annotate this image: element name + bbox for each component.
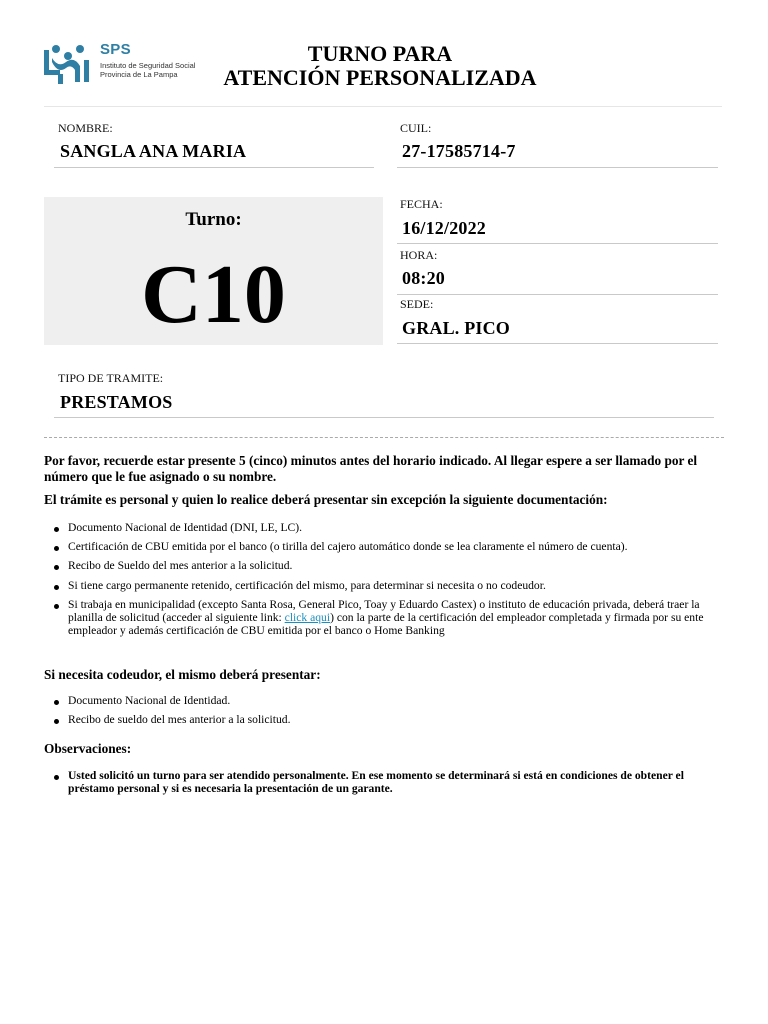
dashed-divider xyxy=(44,437,724,438)
logo-subtitle-2: Provincia de La Pampa xyxy=(100,70,178,79)
sede-value: GRAL. PICO xyxy=(402,318,511,338)
logo-subtitle-1: Instituto de Seguridad Social xyxy=(100,61,196,70)
tramite-underline xyxy=(54,417,714,418)
sps-emblem-icon xyxy=(44,40,96,88)
fecha-value: 16/12/2022 xyxy=(402,218,487,238)
list-item: Certificación de CBU emitida por el banco (o tirilla del cajero automático donde se lea claramente el número de cuenta). xyxy=(44,540,734,553)
list-item: Si trabaja en municipalidad (excepto Santa Rosa, General Pico, Toay y Eduardo Castex) o instituto de educación privada, deberá traer la planilla de solicitud (acceder al siguiente link: click aqui) con la parte de la certificación del empleador completada y firmada por su ente empleador y además certificación de CBU emitida por el banco o Home Banking xyxy=(44,598,728,638)
list-item: Si tiene cargo permanente retenido, certificación del mismo, para determinar si necesita o no codeudor. xyxy=(44,579,734,592)
bullet-icon xyxy=(54,585,59,590)
sede-label: SEDE: xyxy=(400,297,434,311)
intro-text: Por favor, recuerde estar presente 5 (cinco) minutos antes del horario indicado. Al llegar espere a ser llamado por el número que le fue asignado o su nombre. xyxy=(44,453,698,484)
fecha-label: FECHA: xyxy=(400,197,443,211)
planilla-link[interactable]: click aqui xyxy=(284,611,331,625)
list-item: Documento Nacional de Identidad (DNI, LE, LC). xyxy=(44,521,734,534)
nombre-label: NOMBRE: xyxy=(58,121,113,135)
bullet-icon xyxy=(54,700,59,705)
title-line-1: TURNO PARA xyxy=(307,41,453,66)
sps-logo xyxy=(44,40,204,90)
nombre-underline xyxy=(54,167,374,168)
cuil-value: 27-17585714-7 xyxy=(402,141,516,161)
codeudor-heading: Si necesita codeudor, el mismo deberá presentar: xyxy=(44,667,321,682)
bullet-icon xyxy=(54,527,59,532)
tramite-value: PRESTAMOS xyxy=(60,392,173,412)
bullet-icon xyxy=(54,546,59,551)
turno-label: Turno: xyxy=(185,209,242,230)
list-item: Usted solicitó un turno para ser atendido personalmente. En ese momento se determinará si está en condiciones de obtener el préstamo personal y si es necesaria la presentación de un garante. xyxy=(44,769,718,795)
hora-underline xyxy=(397,294,718,295)
bullet-icon xyxy=(54,604,59,609)
page-title xyxy=(200,42,560,90)
fecha-underline xyxy=(397,243,718,244)
bullet-icon xyxy=(54,775,59,780)
tramite-label: TIPO DE TRAMITE: xyxy=(58,371,164,385)
turno-code: C10 xyxy=(141,248,286,341)
codeudor-list xyxy=(44,694,734,732)
turno-box xyxy=(44,197,383,345)
header-divider xyxy=(44,106,722,107)
list-item: Documento Nacional de Identidad. xyxy=(44,694,734,707)
sede-underline xyxy=(397,343,718,344)
list-item: Recibo de Sueldo del mes anterior a la solicitud. xyxy=(44,559,734,572)
cuil-underline xyxy=(397,167,718,168)
cuil-label: CUIL: xyxy=(400,121,432,135)
hora-label: HORA: xyxy=(400,248,438,262)
obs-heading: Observaciones: xyxy=(44,741,132,756)
bullet-icon xyxy=(54,565,59,570)
logo-title: SPS xyxy=(100,41,131,58)
hora-value: 08:20 xyxy=(402,268,445,288)
docs-heading: El trámite es personal y quien lo realice deberá presentar sin excepción la siguiente documentación: xyxy=(44,492,608,507)
obs-list xyxy=(44,769,724,801)
docs-list xyxy=(44,521,734,643)
list-item: Recibo de sueldo del mes anterior a la solicitud. xyxy=(44,713,734,726)
title-line-2: ATENCIÓN PERSONALIZADA xyxy=(223,65,537,90)
nombre-value: SANGLA ANA MARIA xyxy=(60,141,247,161)
bullet-icon xyxy=(54,719,59,724)
